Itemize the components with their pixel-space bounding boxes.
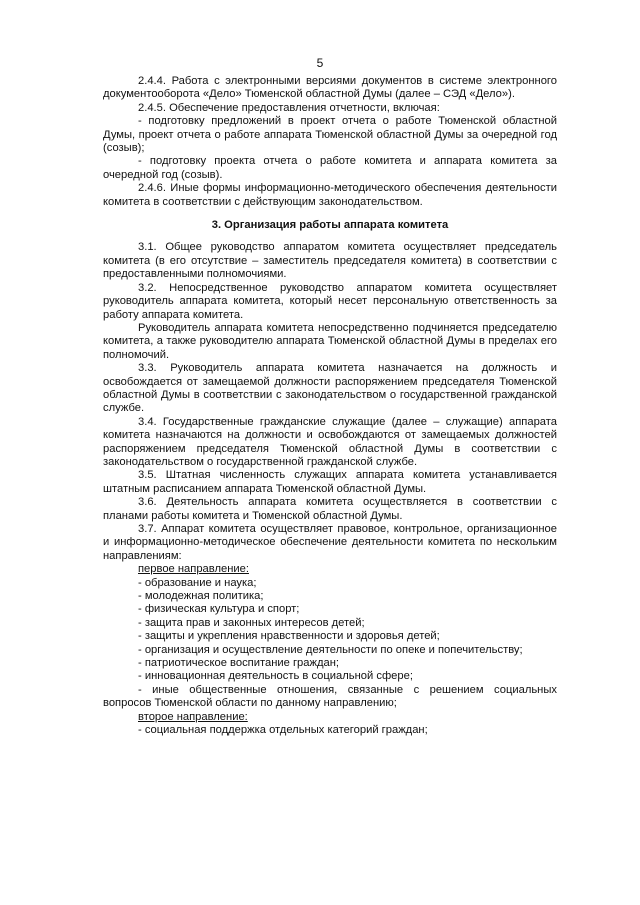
direction-2-label — [103, 711, 557, 724]
paragraph-3-7: 3.7. Аппарат комитета осуществляет правовое, контрольное, организационное и информационно-методическое обеспечение деятельности комитета по нескольким направлениям: — [103, 523, 557, 562]
paragraph-2-4-5-b: - подготовку проекта отчета о работе комитета и аппарата комитета за очередной год (созыв). — [103, 155, 557, 181]
paragraph-3-2-b: Руководитель аппарата комитета непосредственно подчиняется председателю комитета, а также руководителю аппарата Тюменской областной Думы в пределах его полномочий. — [103, 321, 557, 361]
paragraph-3-6: 3.6. Деятельность аппарата комитета осуществляется в соответствии с планами работы комитета и Тюменской областной Думы. — [103, 496, 557, 522]
direction-2-label-text: второе направление: — [138, 710, 248, 723]
list-item: - патриотическое воспитание граждан; — [138, 657, 339, 670]
paragraph-3-2: 3.2. Непосредственное руководство аппаратом комитета осуществляет руководитель аппарата комитета, который несет персональную ответственность за работу аппарата комитета. — [103, 281, 557, 321]
list-item: - защиты и укрепления нравственности и здоровья детей; — [138, 630, 440, 643]
paragraph-3-1: 3.1. Общее руководство аппаратом комитета осуществляет председатель комитета (в его отсутствие – заместитель председателя комитета) в соответствии с предоставленными полномочиями. — [103, 241, 557, 281]
list-item: - социальная поддержка отдельных категорий граждан; — [138, 724, 428, 737]
page-number: 5 — [316, 56, 324, 70]
section-3-heading: 3. Организация работы аппарата комитета — [211, 219, 449, 232]
paragraph-2-4-5-a: - подготовку предложений в проект отчета о работе Тюменской областной Думы, проект отчета о работе аппарата Тюменской областной Думы за очередной год (созыв); — [103, 115, 557, 155]
list-item: - физическая культура и спорт; — [138, 603, 300, 616]
list-item: - образование и наука; — [138, 576, 257, 589]
paragraph-3-3: 3.3. Руководитель аппарата комитета назначается на должность и освобождается от замещаемой должности распоряжением председателя Тюменской областной Думы в соответствии с законодательством о государственной гражданской службе. — [103, 362, 557, 415]
paragraph-2-4-5: 2.4.5. Обеспечение предоставления отчетности, включая: — [138, 101, 440, 114]
direction-1-label — [103, 563, 557, 576]
list-item: - инновационная деятельность в социальной сфере; — [138, 670, 413, 683]
list-item: - защита прав и законных интересов детей; — [138, 616, 365, 629]
list-item: - организация и осуществление деятельности по опеке и попечительству; — [138, 643, 523, 656]
paragraph-2-4-4: 2.4.4. Работа с электронными версиями документов в системе электронного документооборота «Дело» Тюменской областной Думы (далее – СЭД «Дело»). — [103, 75, 557, 101]
direction-1-label-text: первое направление: — [138, 563, 249, 576]
list-item: - молодежная политика; — [138, 590, 264, 603]
paragraph-3-5: 3.5. Штатная численность служащих аппарата комитета устанавливается штатным расписанием аппарата Тюменской областной Думы. — [103, 469, 557, 495]
paragraph-2-4-6: 2.4.6. Иные формы информационно-методического обеспечения деятельности комитета в соответствии с действующим законодательством. — [103, 182, 557, 208]
document-body — [103, 75, 557, 738]
list-item: - иные общественные отношения, связанные с решением социальных вопросов Тюменской области по данному направлению; — [103, 683, 557, 710]
paragraph-3-4: 3.4. Государственные гражданские служащие (далее – служащие) аппарата комитета назначаются на должности и освобождаются от замещаемых должностей распоряжением председателя Тюменской областной Думы в соответствии с законодательством о государственной гражданской службе. — [103, 415, 557, 468]
